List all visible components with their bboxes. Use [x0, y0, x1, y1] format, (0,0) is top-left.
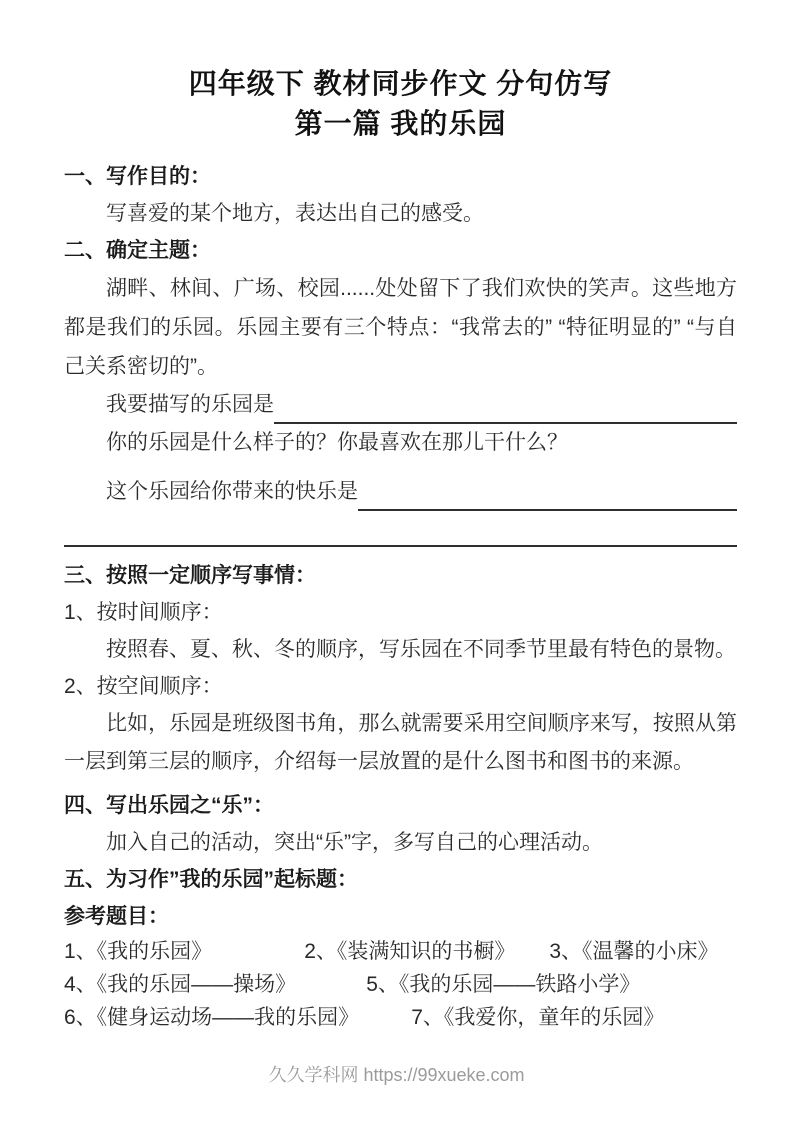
section3-heading: 三、按照一定顺序写事情： [64, 564, 316, 587]
section2-heading: 二、确定主题： [64, 239, 211, 262]
question-line: 你的乐园是什么样子的？你最喜欢在那儿干什么？ [106, 431, 568, 454]
reference-title-2: 2、《装满知识的书橱》 [304, 940, 516, 963]
fill-blank-1-label: 我要描写的乐园是 [106, 393, 274, 416]
fill-blank-2-underline [358, 479, 737, 511]
section1-heading: 一、写作目的： [64, 165, 211, 188]
footer-watermark: 久久学科网 https://99xueke.com [268, 1065, 525, 1085]
section5-heading: 五、为习作”我的乐园”起标题： [64, 868, 358, 891]
page-title [64, 64, 737, 144]
fill-blank-line-2 [64, 473, 737, 511]
reference-title-1: 1、《我的乐园》 [64, 940, 213, 963]
fill-blank-1-underline [274, 392, 737, 424]
reference-title-6: 6、《健身运动场——我的乐园》 [64, 1006, 360, 1029]
reference-titles-row-1 [64, 935, 737, 968]
reference-titles-heading: 参考题目： [64, 905, 169, 928]
document-content [0, 64, 793, 1034]
page-title-line1: 四年级下 教材同步作文 分句仿写 [188, 68, 613, 99]
section1-body: 写喜爱的某个地方，表达出自己的感受。 [106, 202, 484, 225]
reference-title-7: 7、《我爱你，童年的乐园》 [411, 1006, 665, 1029]
section3-item1-body: 按照春、夏、秋、冬的顺序，写乐园在不同季节里最有特色的景物。 [106, 638, 736, 661]
reference-titles-row-2 [64, 968, 737, 1001]
section3-item2-body: 比如，乐园是班级图书角，那么就需要采用空间顺序来写，按照从第一层到第三层的顺序，介绍每一层放置的是什么图书和图书的来源。 [64, 712, 737, 773]
section4-heading: 四、写出乐园之“乐”： [64, 794, 274, 817]
reference-title-3: 3、《温馨的小床》 [549, 940, 719, 963]
fill-blank-2-label: 这个乐园给你带来的快乐是 [106, 480, 358, 503]
section2-body: 湖畔、林间、广场、校园......处处留下了我们欢快的笑声。这些地方都是我们的乐园。乐园主要有三个特点：“我常去的” “特征明显的” “与自己关系密切的”。 [64, 277, 737, 378]
full-width-underline [64, 545, 737, 547]
section4-body: 加入自己的活动，突出“乐”字，多写自己的心理活动。 [106, 831, 603, 854]
page-title-line2: 第一篇 我的乐园 [294, 108, 507, 139]
section3-item1-label: 1、按时间顺序： [64, 601, 223, 624]
reference-titles-row-3 [64, 1001, 737, 1034]
reference-title-4: 4、《我的乐园——操场》 [64, 973, 297, 996]
section3-item2-label: 2、按空间顺序： [64, 675, 223, 698]
reference-title-5: 5、《我的乐园——铁路小学》 [366, 973, 641, 996]
fill-blank-line-1 [64, 386, 737, 424]
